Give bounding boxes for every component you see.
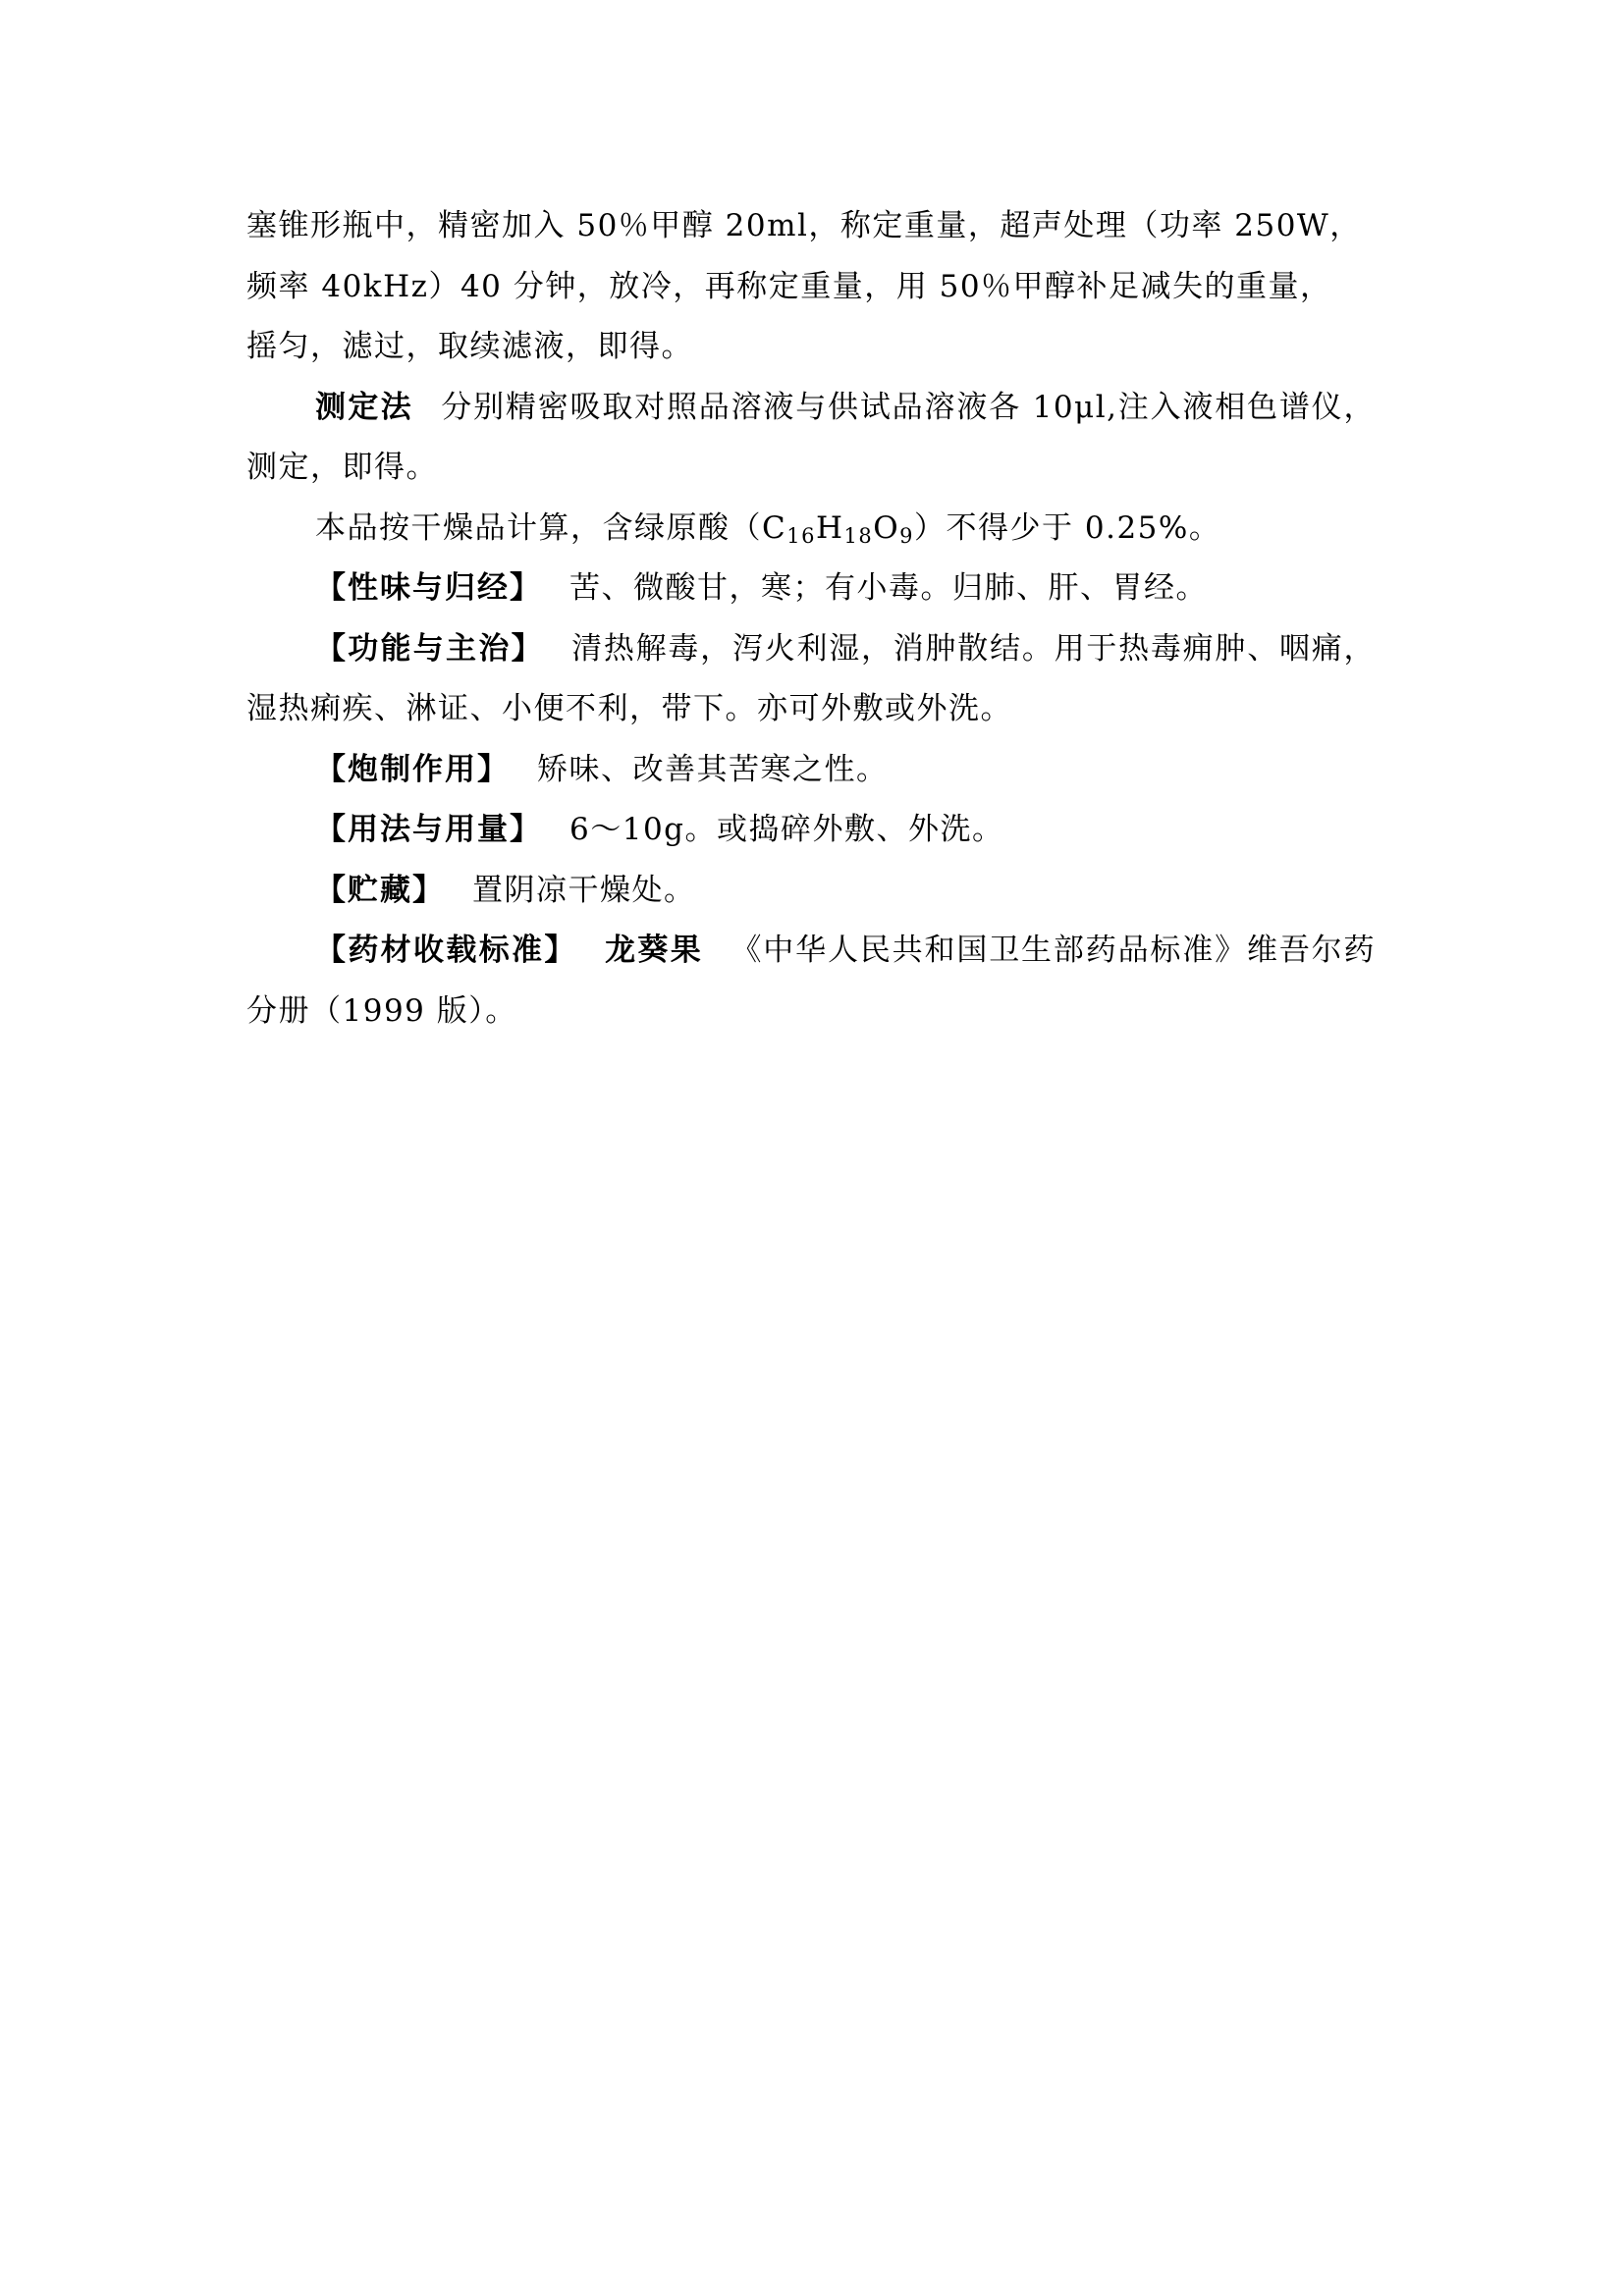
continuation-line-3: 摇匀，滤过，取续滤液，即得。: [246, 329, 693, 364]
determination-paragraph: [246, 378, 1376, 499]
continuation-line-1: 塞锥形瓶中，精密加入 50％甲醇 20ml，称定重量，超声处理（功率 250W，: [246, 208, 1362, 243]
processing-text: 矫味、改善其苦寒之性。: [537, 751, 889, 787]
nature-text: 苦、微酸甘，寒；有小毒。归肺、肝、胃经。: [569, 570, 1208, 606]
formula-sub-3: 9: [899, 523, 915, 548]
formula-sub-2: 18: [843, 523, 874, 548]
dosage-paragraph: [246, 800, 1376, 861]
function-heading: 【功能与主治】: [315, 630, 544, 667]
continuation-line-2: 频率 40kHz）40 分钟，放冷，再称定重量，用 50％甲醇补足减失的重量，: [246, 268, 1332, 304]
formula-o: O: [873, 509, 900, 546]
storage-paragraph: [246, 861, 1376, 922]
function-text: 清热解毒，泻火利湿，消肿散结。用于热毒痈肿、咽痛，湿热痢疾、淋证、小便不利，带下。亦可外敷或外洗。: [246, 630, 1376, 726]
standard-text: 《中华人民共和国卫生部药品标准》维吾尔药分册（1999 版）。: [246, 933, 1376, 1029]
content-limit-paragraph: [246, 499, 1376, 560]
processing-heading: 【炮制作用】: [315, 751, 510, 787]
document-body: [246, 196, 1376, 1041]
standard-paragraph: [246, 921, 1376, 1041]
nature-paragraph: [246, 559, 1376, 619]
content-limit-pre: 本品按干燥品计算，含绿原酸（C: [315, 509, 787, 546]
standard-herb-name: 龙葵果: [604, 933, 704, 968]
storage-heading: 【贮藏】: [315, 872, 445, 908]
formula-h: H: [815, 509, 844, 546]
dosage-heading: 【用法与用量】: [315, 812, 542, 847]
formula-sub-1: 16: [786, 523, 816, 548]
determination-heading: 测定法: [315, 389, 413, 425]
function-paragraph: [246, 619, 1376, 740]
determination-text: 分别精密吸取对照品溶液与供试品溶液各 10μl,注入液相色谱仪，测定，即得。: [246, 389, 1377, 485]
continuation-paragraph: [246, 196, 1376, 378]
dosage-text: 6～10g。或捣碎外敷、外洗。: [569, 812, 1004, 847]
processing-paragraph: [246, 740, 1376, 801]
storage-text: 置阴凉干燥处。: [472, 872, 696, 908]
nature-heading: 【性味与归经】: [315, 570, 542, 606]
standard-heading: 【药材收载标准】: [315, 933, 577, 968]
content-limit-post: ）不得少于 0.25%。: [914, 509, 1221, 546]
